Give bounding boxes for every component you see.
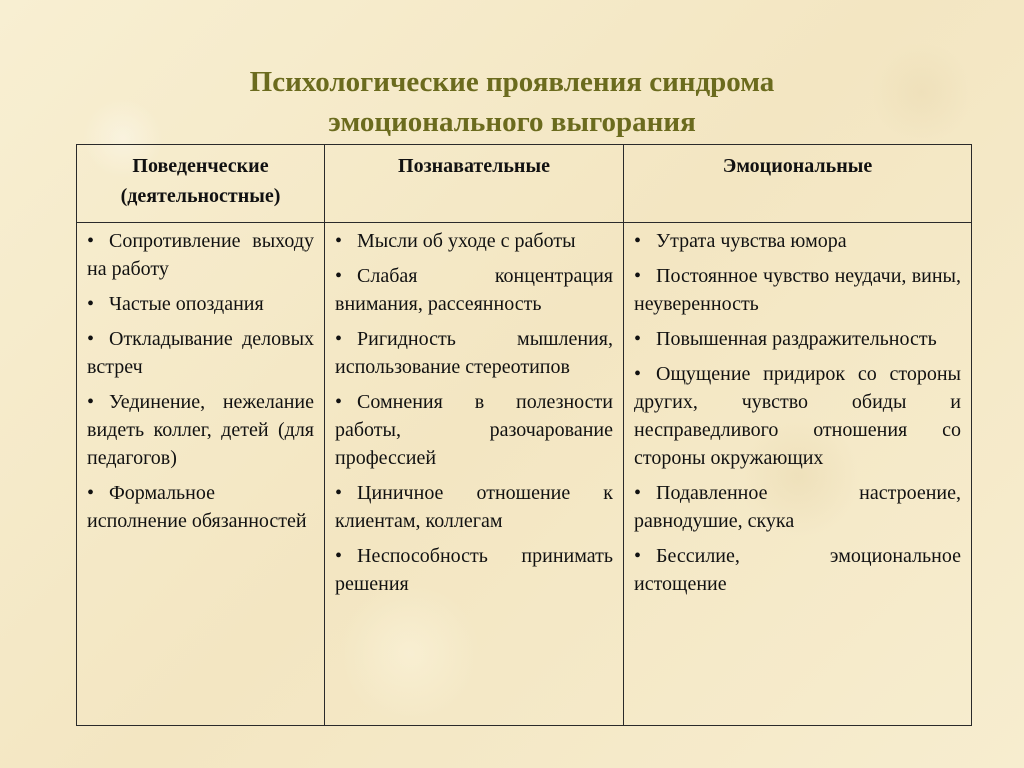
list-item	[335, 262, 613, 318]
list-item	[87, 325, 314, 381]
bullet-icon: •	[87, 482, 95, 504]
column-header-line: Эмоциональные	[722, 155, 873, 177]
column-header-line: Поведенческие	[132, 155, 269, 177]
list-item-text: Неспособность принимать решения	[335, 545, 613, 595]
list-item-text: Мысли об уходе с работы	[357, 230, 576, 252]
bullet-icon: •	[87, 293, 95, 315]
bullet-icon: •	[335, 265, 343, 287]
list-item	[87, 479, 314, 535]
bullet-icon: •	[335, 545, 343, 567]
list-item-text: Утрата чувства юмора	[656, 230, 847, 252]
list-item	[335, 227, 613, 255]
bullet-icon: •	[634, 328, 642, 350]
list-item	[335, 388, 613, 472]
title-line-1: Психологические проявления синдрома	[249, 66, 775, 98]
list-item	[335, 542, 613, 598]
list-item-text: Уединение, нежелание видеть коллег, детей (для педагогов)	[87, 391, 314, 469]
bullet-icon: •	[87, 230, 95, 252]
list-item	[634, 227, 961, 255]
column-header-emotional	[624, 145, 971, 223]
bullet-icon: •	[335, 482, 343, 504]
column-header-behavioral	[77, 145, 325, 223]
list-item	[634, 360, 961, 472]
list-item	[87, 227, 314, 283]
list-item-text: Сопротивление выходу на работу	[87, 230, 314, 280]
column-header-line: (деятельностные)	[120, 185, 281, 207]
list-item	[335, 325, 613, 381]
page-title	[0, 62, 1024, 142]
list-item-text: Повышенная раздражительность	[656, 328, 937, 350]
list-item-text: Сомнения в полезности работы, разочарование профессией	[335, 391, 613, 469]
bullet-icon: •	[634, 545, 642, 567]
list-item-text: Постоянное чувство неудачи, вины, неуверенность	[634, 265, 961, 315]
bullet-icon: •	[87, 391, 95, 413]
list-item	[87, 290, 314, 318]
symptoms-table	[76, 144, 972, 726]
list-item-text: Частые опоздания	[109, 293, 264, 315]
bullet-icon: •	[634, 363, 642, 385]
list-item-text: Циничное отношение к клиентам, коллегам	[335, 482, 613, 532]
column-body-cognitive	[325, 223, 624, 725]
list-item-text: Бессилие, эмоциональное истощение	[634, 545, 961, 595]
column-body-behavioral	[77, 223, 325, 725]
list-item	[634, 479, 961, 535]
list-item-text: Слабая концентрация внимания, рассеянность	[335, 265, 613, 315]
column-header-cognitive	[325, 145, 624, 223]
list-item-text: Ощущение придирок со стороны других, чувство обиды и несправедливого отношения со стороны окружающих	[634, 363, 961, 469]
bullet-icon: •	[335, 328, 343, 350]
bullet-icon: •	[634, 230, 642, 252]
bullet-icon: •	[634, 265, 642, 287]
list-item	[634, 262, 961, 318]
list-item	[87, 388, 314, 472]
column-body-emotional	[624, 223, 971, 725]
list-item	[335, 479, 613, 535]
list-item-text: Формальное исполнение обязанностей	[87, 482, 307, 532]
list-item	[634, 325, 961, 353]
title-line-2: эмоционального выгорания	[328, 106, 696, 138]
column-header-line: Познавательные	[398, 155, 550, 177]
list-item-text: Ригидность мышления, использование стереотипов	[335, 328, 613, 378]
bullet-icon: •	[335, 230, 343, 252]
bullet-icon: •	[87, 328, 95, 350]
bullet-icon: •	[335, 391, 343, 413]
list-item	[634, 542, 961, 598]
list-item-text: Откладывание деловых встреч	[87, 328, 314, 378]
list-item-text: Подавленное настроение, равнодушие, скука	[634, 482, 961, 532]
bullet-icon: •	[634, 482, 642, 504]
